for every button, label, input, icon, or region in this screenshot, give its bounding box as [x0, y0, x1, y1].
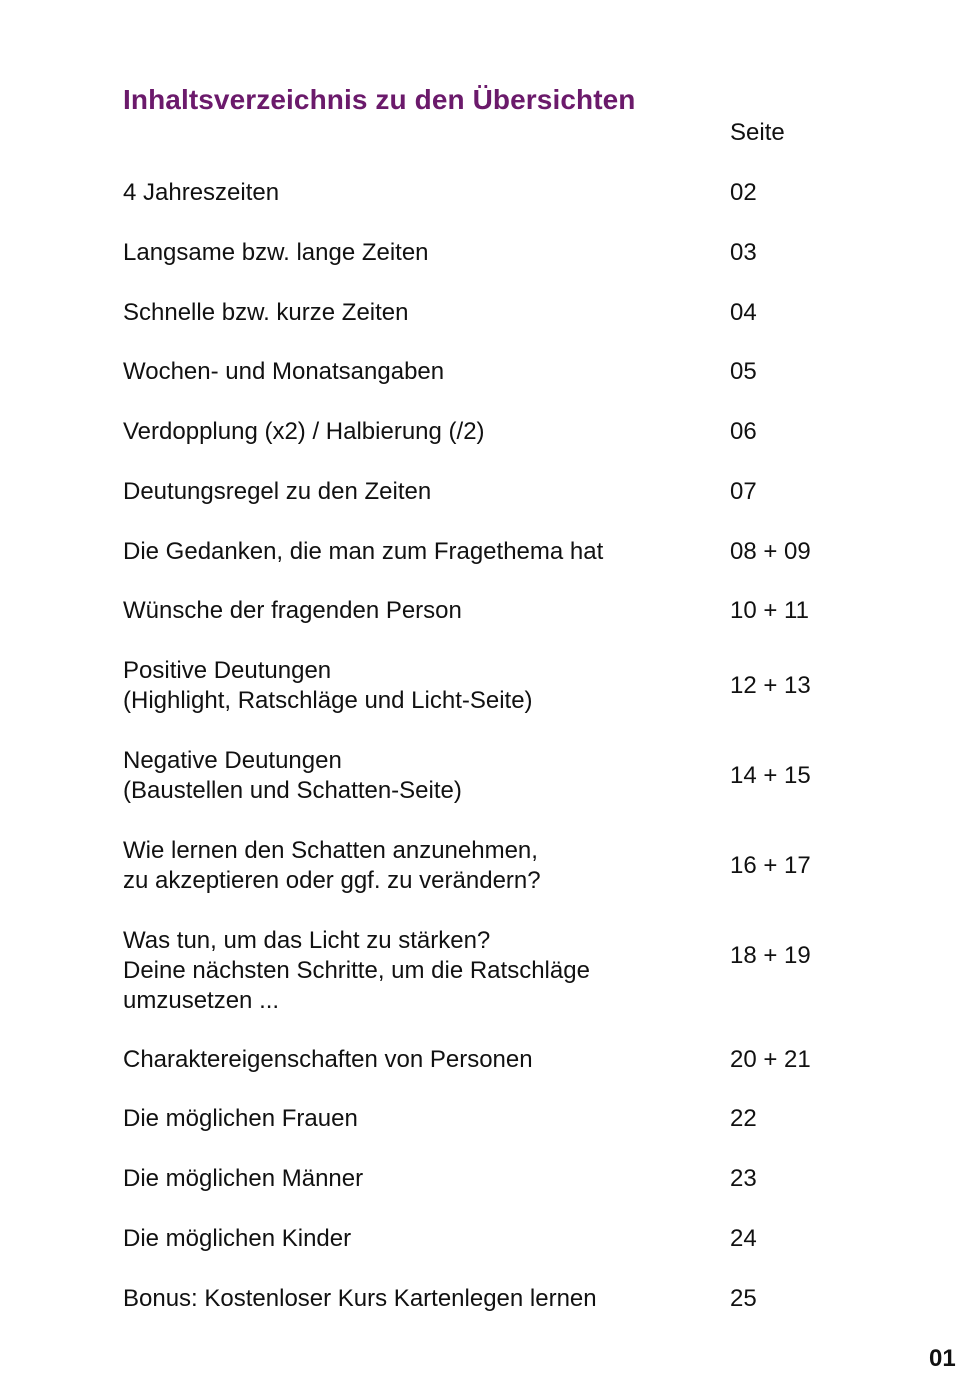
toc-entry-label: Negative Deutungen (Baustellen und Schatten-Seite) — [123, 747, 462, 804]
toc-entry-label: Die möglichen Männer — [123, 1165, 364, 1192]
toc-entry-page: 24 — [730, 1225, 757, 1252]
toc-entry-page: 05 — [730, 358, 757, 385]
toc-entry-label: 4 Jahreszeiten — [123, 179, 280, 206]
toc-entry-page: 25 — [730, 1285, 757, 1312]
toc-entry-label: Die möglichen Frauen — [123, 1105, 358, 1132]
toc-entry-page: 16 + 17 — [730, 852, 811, 879]
page-title: Inhaltsverzeichnis zu den Übersichten — [123, 84, 636, 115]
page-number: 01 — [929, 1345, 956, 1372]
toc-entry-label: Deutungsregel zu den Zeiten — [123, 478, 432, 505]
toc-entry-label: Bonus: Kostenloser Kurs Kartenlegen lernen — [123, 1285, 597, 1312]
toc-entry-label: Wie lernen den Schatten anzunehmen, zu akzeptieren oder ggf. zu verändern? — [123, 837, 541, 894]
toc-entry-page: 20 + 21 — [730, 1046, 811, 1073]
toc-entry-page: 03 — [730, 239, 757, 266]
toc-entry-label: Langsame bzw. lange Zeiten — [123, 239, 429, 266]
toc-entry-label: Die möglichen Kinder — [123, 1225, 352, 1252]
toc-entry-page: 10 + 11 — [730, 597, 809, 624]
toc-entry-page: 04 — [730, 299, 757, 326]
toc-entry-page: 06 — [730, 418, 757, 445]
toc-entry-page: 12 + 13 — [730, 672, 811, 699]
toc-entry-label: Schnelle bzw. kurze Zeiten — [123, 299, 409, 326]
toc-entry-label: Verdopplung (x2) / Halbierung (/2) — [123, 418, 485, 445]
toc-entry-label: Positive Deutungen (Highlight, Ratschläge und Licht-Seite) — [123, 657, 533, 714]
toc-entry-page: 14 + 15 — [730, 762, 811, 789]
toc-entry-label: Die Gedanken, die man zum Fragethema hat — [123, 538, 604, 565]
toc-entry-page: 23 — [730, 1165, 757, 1192]
page-column-header: Seite — [730, 119, 785, 146]
toc-entry-page: 22 — [730, 1105, 757, 1132]
toc-entry-page: 02 — [730, 179, 757, 206]
toc-entry-page: 18 + 19 — [730, 942, 811, 969]
toc-entry-label: Wünsche der fragenden Person — [123, 597, 462, 624]
toc-entry-label: Wochen- und Monatsangaben — [123, 358, 445, 385]
toc-entry-label: Was tun, um das Licht zu stärken? Deine nächsten Schritte, um die Ratschläge umzusetzen ... — [123, 927, 590, 1014]
toc-entry-label: Charaktereigenschaften von Personen — [123, 1046, 533, 1073]
toc-entry-page: 08 + 09 — [730, 538, 811, 565]
toc-entry-page: 07 — [730, 478, 757, 505]
